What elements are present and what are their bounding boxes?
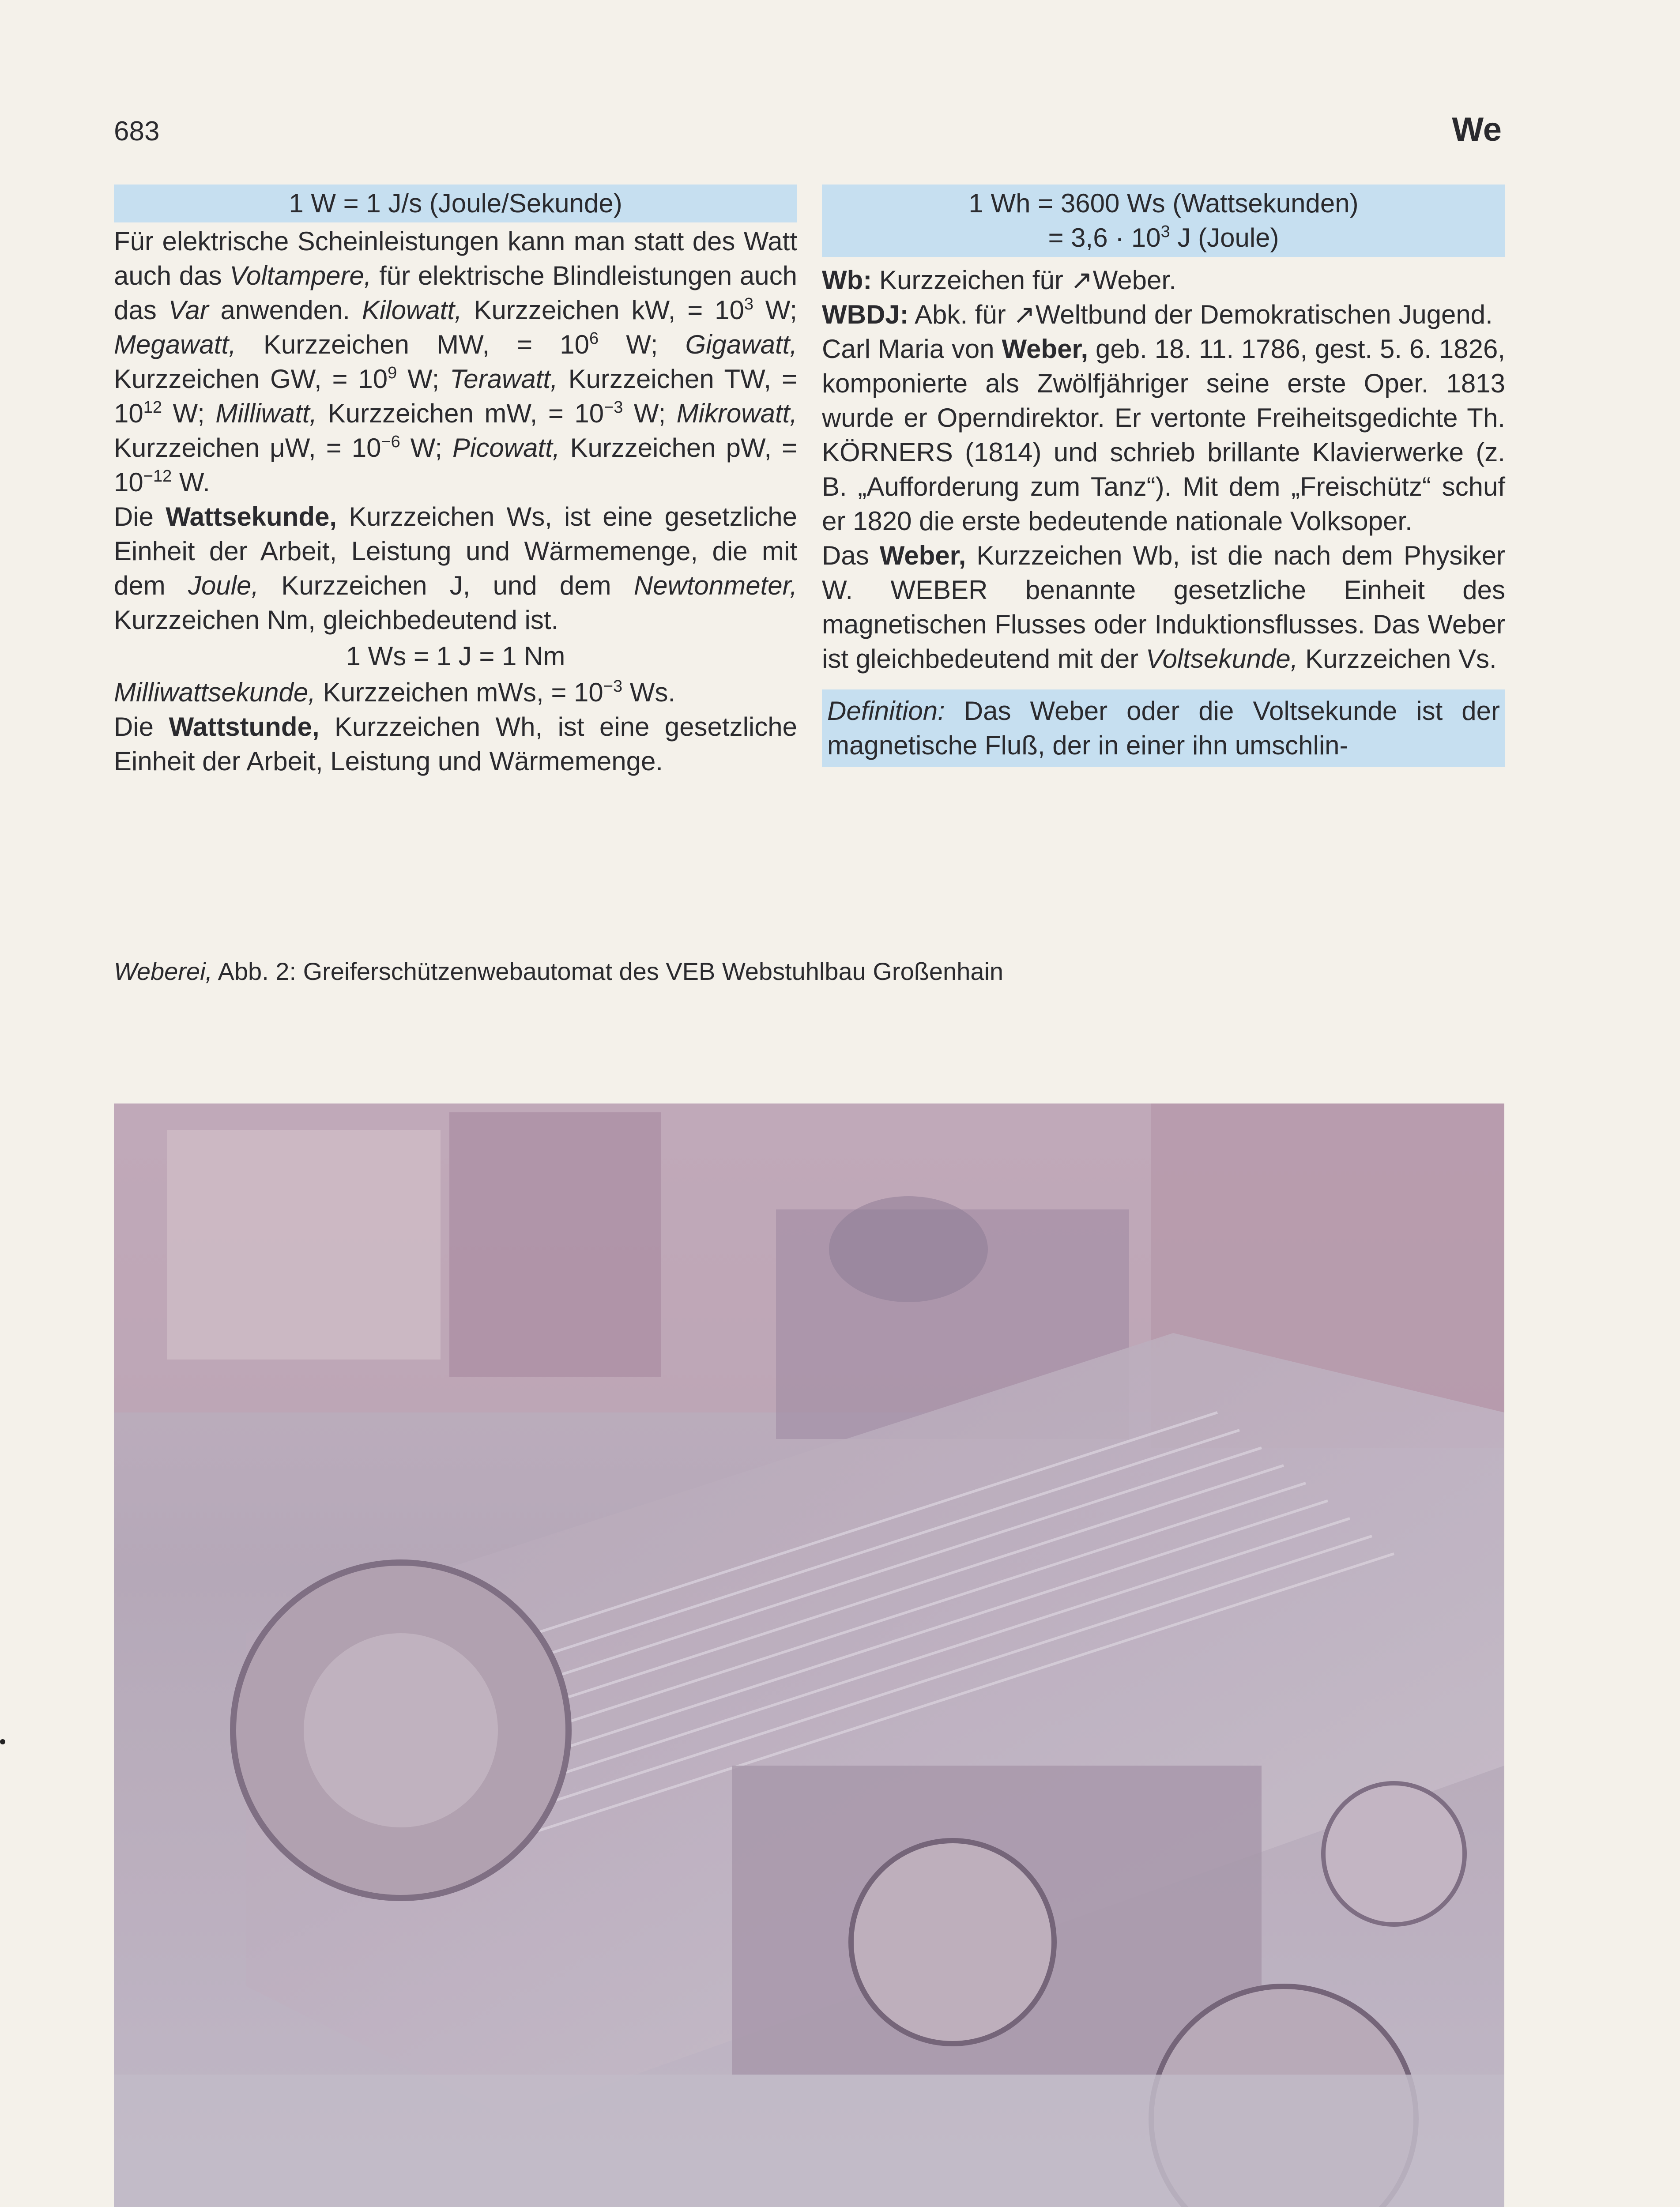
right-column (822, 185, 1505, 767)
definition-box: Definition: Das Weber oder die Voltsekunde ist der magnetische Fluß, der in einer ihn umschlin- (822, 689, 1505, 767)
paragraph-wattstunde: Die Wattstunde, Kurzzeichen Wh, ist eine gesetzliche Einheit der Arbeit, Leistung und Wärmemenge. (114, 712, 797, 776)
paragraph-wattsekunde: Die Wattsekunde, Kurzzeichen Ws, ist eine gesetzliche Einheit der Arbeit, Leistung und Wärmemenge, die mit dem Joule, Kurzzeichen J, und dem Newtonmeter, Kurzzeichen Nm, gleichbedeutend ist. (114, 502, 798, 635)
paragraph-watt-units: Für elektrische Scheinleistungen kann man statt des Watt auch das Voltampere, für elektrische Blindleistungen auch das Var anwenden. Kilowatt, Kurzzeichen kW, = $10^3$ W; Megawatt, Kurzzeichen MW, = $10^6$ W; Gigawatt, Kurzzeichen GW, = $10^9$ W; Terawatt, Kurzzeichen TW, = $10^{12}$ W; Milliwatt, Kurzzeichen mW, = $10^{-3}$ W; Mikrowatt, Kurzzeichen μW, = $10^{-6}$ W; Picowatt, Kurzzeichen pW, = $10^{-12}$ W. (114, 226, 798, 497)
running-head: We (1452, 111, 1502, 148)
entry-wb: Wb: Kurzzeichen für ↗Weber. (822, 265, 1176, 295)
formula-watt: 1 W = 1 J/s (Joule/Sekunde) (114, 185, 797, 222)
figure-caption: Weberei, Abb. 2: Greiferschützenwebautomat des VEB Webstuhlbau Großenhain (114, 957, 1004, 985)
entry-weber-unit: Das Weber, Kurzzeichen Wb, ist die nach dem Physiker W. WEBER benannte gesetzliche Einheit des magnetischen Flusses oder Induktionsflusses. Das Weber ist gleichbedeutend mit der Voltsekunde, Kurzzeichen Vs. (822, 541, 1506, 674)
page-number: 683 (114, 116, 160, 147)
formula-wattstunde-line1: 1 Wh = 3600 Ws (Wattsekunden) (968, 188, 1359, 218)
entry-weber-composer: Carl Maria von Weber, geb. 18. 11. 1786, gest. 5. 6. 1826, komponierte als Zwölfjähriger seine erste Oper. 1813 wurde er Operndirektor. Er vertonte Freiheitsgedichte Th. KÖRNERS (1814) und schrieb brillante Klavierwerke (z. B. „Aufforderung zum Tanz“). Mit dem „Freischütz“ schuf er 1820 die erste bedeutende nationale Volksoper. (822, 334, 1505, 536)
loom-photo-illustration (114, 1104, 1504, 2207)
edge-mark (0, 1739, 5, 1744)
entry-wbdj: WBDJ: Abk. für ↗Weltbund der Demokratischen Jugend. (822, 300, 1493, 329)
left-column (114, 185, 797, 779)
paragraph-milliwattsekunde: Milliwattsekunde, Kurzzeichen mWs, = $10^{-3}$ Ws. (114, 677, 676, 707)
formula-wattstunde (822, 185, 1505, 257)
formula-wattstunde-line2: = $3,6 \cdot 10^3$ J (Joule) (1048, 222, 1279, 252)
formula-wattsekunde: 1 Ws = 1 J = 1 Nm (346, 641, 565, 671)
loom-photograph (114, 1104, 1504, 2207)
